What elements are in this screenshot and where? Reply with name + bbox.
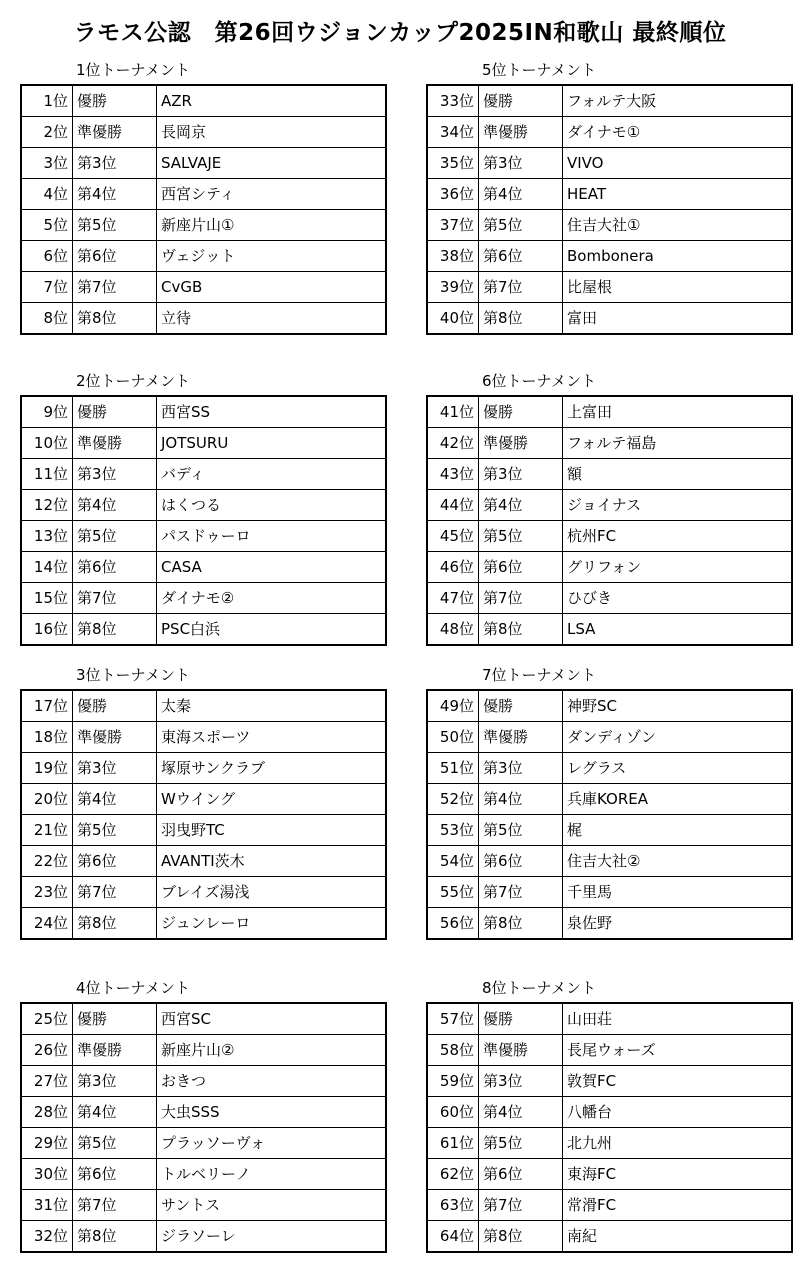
table-row — [427, 459, 792, 490]
rank-cell: 6位 — [21, 241, 73, 272]
table-row — [427, 241, 792, 272]
place-cell: 優勝 — [73, 396, 157, 428]
team-cell: 塚原サンクラブ — [157, 753, 387, 784]
table-row — [427, 1097, 792, 1128]
page-title: ラモス公認 第26回ウジョンカップ2025IN和歌山 最終順位 — [73, 20, 727, 46]
place-cell: 優勝 — [73, 690, 157, 722]
table-row — [427, 846, 792, 877]
rank-cell: 37位 — [427, 210, 479, 241]
rank-cell: 45位 — [427, 521, 479, 552]
team-cell: パスドゥーロ — [157, 521, 387, 552]
team-cell: SALVAJE — [157, 148, 387, 179]
table-row — [21, 241, 386, 272]
place-cell: 第8位 — [73, 1221, 157, 1253]
rank-cell: 52位 — [427, 784, 479, 815]
team-cell: JOTSURU — [157, 428, 387, 459]
place-cell: 準優勝 — [73, 1035, 157, 1066]
table-row — [21, 614, 386, 646]
place-cell: 準優勝 — [479, 1035, 563, 1066]
place-cell: 第8位 — [73, 303, 157, 335]
team-cell: LSA — [563, 614, 793, 646]
rank-cell: 32位 — [21, 1221, 73, 1253]
table-row — [21, 552, 386, 583]
rank-cell: 28位 — [21, 1097, 73, 1128]
team-cell: グリフォン — [563, 552, 793, 583]
team-cell: 長尾ウォーズ — [563, 1035, 793, 1066]
team-cell: 梶 — [563, 815, 793, 846]
rank-cell: 7位 — [21, 272, 73, 303]
rank-cell: 1位 — [21, 85, 73, 117]
team-cell: ダイナモ② — [157, 583, 387, 614]
team-cell: 常滑FC — [563, 1190, 793, 1221]
place-cell: 第6位 — [73, 241, 157, 272]
rank-cell: 64位 — [427, 1221, 479, 1253]
place-cell: 第6位 — [73, 1159, 157, 1190]
place-cell: 準優勝 — [73, 722, 157, 753]
place-cell: 第4位 — [479, 784, 563, 815]
table-row — [427, 690, 792, 722]
place-cell: 第4位 — [73, 784, 157, 815]
place-cell: 第3位 — [479, 148, 563, 179]
rank-cell: 26位 — [21, 1035, 73, 1066]
table-row — [21, 428, 386, 459]
table-row — [427, 908, 792, 940]
team-cell: 東海FC — [563, 1159, 793, 1190]
table-row — [21, 490, 386, 521]
place-cell: 第8位 — [73, 908, 157, 940]
table-row — [21, 148, 386, 179]
table-row — [21, 784, 386, 815]
place-cell: 第7位 — [73, 1190, 157, 1221]
rank-cell: 54位 — [427, 846, 479, 877]
place-cell: 第5位 — [73, 210, 157, 241]
rank-cell: 60位 — [427, 1097, 479, 1128]
rank-cell: 43位 — [427, 459, 479, 490]
table-row — [427, 722, 792, 753]
place-cell: 第3位 — [73, 753, 157, 784]
place-cell: 第3位 — [73, 459, 157, 490]
place-cell: 第7位 — [73, 877, 157, 908]
table-row — [427, 784, 792, 815]
team-cell: おきつ — [157, 1066, 387, 1097]
table-row — [427, 1003, 792, 1035]
rank-cell: 13位 — [21, 521, 73, 552]
team-cell: ダイナモ① — [563, 117, 793, 148]
rank-cell: 29位 — [21, 1128, 73, 1159]
team-cell: フォルテ福島 — [563, 428, 793, 459]
table-row — [427, 490, 792, 521]
place-cell: 第6位 — [479, 1159, 563, 1190]
rank-cell: 35位 — [427, 148, 479, 179]
tournament-8-label: 8位トーナメント — [482, 979, 596, 997]
table-row — [21, 459, 386, 490]
rank-cell: 55位 — [427, 877, 479, 908]
table-row — [21, 210, 386, 241]
team-cell: ひびき — [563, 583, 793, 614]
table-row — [21, 722, 386, 753]
table-row — [427, 396, 792, 428]
place-cell: 第3位 — [479, 1066, 563, 1097]
team-cell: 太秦 — [157, 690, 387, 722]
table-row — [427, 552, 792, 583]
place-cell: 第6位 — [73, 552, 157, 583]
place-cell: 第5位 — [479, 1128, 563, 1159]
table-row — [427, 272, 792, 303]
team-cell: 南紀 — [563, 1221, 793, 1253]
team-cell: ジラソーレ — [157, 1221, 387, 1253]
place-cell: 第4位 — [479, 179, 563, 210]
table-row — [427, 1190, 792, 1221]
place-cell: 第7位 — [73, 272, 157, 303]
place-cell: 準優勝 — [73, 428, 157, 459]
table-row — [21, 272, 386, 303]
place-cell: 優勝 — [479, 396, 563, 428]
tournament-6-table — [426, 395, 793, 646]
rank-cell: 50位 — [427, 722, 479, 753]
place-cell: 第7位 — [479, 1190, 563, 1221]
rank-cell: 46位 — [427, 552, 479, 583]
place-cell: 第7位 — [479, 272, 563, 303]
place-cell: 第3位 — [73, 1066, 157, 1097]
team-cell: 額 — [563, 459, 793, 490]
team-cell: 長岡京 — [157, 117, 387, 148]
table-row — [21, 846, 386, 877]
table-row — [21, 303, 386, 335]
team-cell: サントス — [157, 1190, 387, 1221]
team-cell: バディ — [157, 459, 387, 490]
place-cell: 第6位 — [479, 552, 563, 583]
team-cell: HEAT — [563, 179, 793, 210]
rank-cell: 49位 — [427, 690, 479, 722]
place-cell: 第7位 — [479, 877, 563, 908]
table-row — [427, 303, 792, 335]
rank-cell: 61位 — [427, 1128, 479, 1159]
rank-cell: 33位 — [427, 85, 479, 117]
table-row — [427, 85, 792, 117]
rank-cell: 24位 — [21, 908, 73, 940]
team-cell: 富田 — [563, 303, 793, 335]
table-row — [427, 1221, 792, 1253]
rank-cell: 11位 — [21, 459, 73, 490]
team-cell: 立待 — [157, 303, 387, 335]
rank-cell: 51位 — [427, 753, 479, 784]
tournament-3-table — [20, 689, 387, 940]
team-cell: CASA — [157, 552, 387, 583]
table-row — [21, 1035, 386, 1066]
team-cell: 大虫SSS — [157, 1097, 387, 1128]
place-cell: 優勝 — [479, 690, 563, 722]
place-cell: 第8位 — [73, 614, 157, 646]
tournament-2-table — [20, 395, 387, 646]
rank-cell: 20位 — [21, 784, 73, 815]
team-cell: 東海スポーツ — [157, 722, 387, 753]
team-cell: 神野SC — [563, 690, 793, 722]
tournament-4-label: 4位トーナメント — [76, 979, 190, 997]
team-cell: 山田荘 — [563, 1003, 793, 1035]
table-row — [427, 877, 792, 908]
team-cell: Wウイング — [157, 784, 387, 815]
rank-cell: 14位 — [21, 552, 73, 583]
place-cell: 準優勝 — [479, 117, 563, 148]
team-cell: AZR — [157, 85, 387, 117]
table-row — [427, 1035, 792, 1066]
team-cell: 羽曳野TC — [157, 815, 387, 846]
rank-cell: 9位 — [21, 396, 73, 428]
table-row — [21, 85, 386, 117]
place-cell: 準優勝 — [479, 428, 563, 459]
team-cell: ヴェジット — [157, 241, 387, 272]
table-row — [21, 690, 386, 722]
team-cell: 杭州FC — [563, 521, 793, 552]
table-row — [21, 1128, 386, 1159]
table-row — [21, 179, 386, 210]
table-row — [21, 1097, 386, 1128]
team-cell: フォルテ大阪 — [563, 85, 793, 117]
team-cell: PSC白浜 — [157, 614, 387, 646]
table-row — [427, 1159, 792, 1190]
rank-cell: 21位 — [21, 815, 73, 846]
team-cell: 北九州 — [563, 1128, 793, 1159]
tournament-8-table — [426, 1002, 793, 1253]
team-cell: ブレイズ湯浅 — [157, 877, 387, 908]
place-cell: 第5位 — [479, 815, 563, 846]
team-cell: ジョイナス — [563, 490, 793, 521]
place-cell: 第5位 — [479, 210, 563, 241]
team-cell: はくつる — [157, 490, 387, 521]
place-cell: 第5位 — [479, 521, 563, 552]
table-row — [21, 1003, 386, 1035]
place-cell: 第4位 — [479, 1097, 563, 1128]
table-row — [21, 396, 386, 428]
rank-cell: 56位 — [427, 908, 479, 940]
rank-cell: 19位 — [21, 753, 73, 784]
rank-cell: 4位 — [21, 179, 73, 210]
rank-cell: 17位 — [21, 690, 73, 722]
rank-cell: 16位 — [21, 614, 73, 646]
rank-cell: 8位 — [21, 303, 73, 335]
table-row — [21, 815, 386, 846]
table-row — [21, 753, 386, 784]
table-row — [427, 428, 792, 459]
place-cell: 第3位 — [73, 148, 157, 179]
table-row — [21, 583, 386, 614]
place-cell: 第8位 — [479, 908, 563, 940]
rank-cell: 5位 — [21, 210, 73, 241]
table-row — [21, 908, 386, 940]
place-cell: 第4位 — [73, 179, 157, 210]
place-cell: 第5位 — [73, 1128, 157, 1159]
place-cell: 第8位 — [479, 1221, 563, 1253]
rank-cell: 18位 — [21, 722, 73, 753]
table-row — [427, 815, 792, 846]
place-cell: 第3位 — [479, 753, 563, 784]
team-cell: ダンディゾン — [563, 722, 793, 753]
rank-cell: 44位 — [427, 490, 479, 521]
place-cell: 優勝 — [479, 85, 563, 117]
tournament-1-table — [20, 84, 387, 335]
tournament-7-table — [426, 689, 793, 940]
place-cell: 第6位 — [73, 846, 157, 877]
place-cell: 準優勝 — [479, 722, 563, 753]
team-cell: 住吉大社② — [563, 846, 793, 877]
tournament-4-table — [20, 1002, 387, 1253]
rank-cell: 3位 — [21, 148, 73, 179]
place-cell: 第6位 — [479, 241, 563, 272]
team-cell: AVANTI茨木 — [157, 846, 387, 877]
rank-cell: 58位 — [427, 1035, 479, 1066]
place-cell: 優勝 — [479, 1003, 563, 1035]
team-cell: 住吉大社① — [563, 210, 793, 241]
team-cell: 千里馬 — [563, 877, 793, 908]
rank-cell: 59位 — [427, 1066, 479, 1097]
team-cell: トルベリーノ — [157, 1159, 387, 1190]
table-row — [427, 148, 792, 179]
team-cell: VIVO — [563, 148, 793, 179]
team-cell: Bombonera — [563, 241, 793, 272]
table-row — [21, 877, 386, 908]
team-cell: 新座片山② — [157, 1035, 387, 1066]
table-row — [427, 210, 792, 241]
rank-cell: 38位 — [427, 241, 479, 272]
team-cell: 上富田 — [563, 396, 793, 428]
table-row — [21, 1190, 386, 1221]
rank-cell: 36位 — [427, 179, 479, 210]
tournament-6-label: 6位トーナメント — [482, 372, 596, 390]
rank-cell: 57位 — [427, 1003, 479, 1035]
place-cell: 第4位 — [73, 490, 157, 521]
rank-cell: 42位 — [427, 428, 479, 459]
table-row — [427, 583, 792, 614]
table-row — [427, 614, 792, 646]
place-cell: 第7位 — [73, 583, 157, 614]
rank-cell: 2位 — [21, 117, 73, 148]
rank-cell: 30位 — [21, 1159, 73, 1190]
rank-cell: 12位 — [21, 490, 73, 521]
place-cell: 優勝 — [73, 85, 157, 117]
rank-cell: 22位 — [21, 846, 73, 877]
team-cell: 新座片山① — [157, 210, 387, 241]
table-row — [21, 1221, 386, 1253]
place-cell: 優勝 — [73, 1003, 157, 1035]
team-cell: 兵庫KOREA — [563, 784, 793, 815]
rank-cell: 10位 — [21, 428, 73, 459]
table-row — [427, 179, 792, 210]
rank-cell: 41位 — [427, 396, 479, 428]
rank-cell: 62位 — [427, 1159, 479, 1190]
place-cell: 第8位 — [479, 303, 563, 335]
place-cell: 第8位 — [479, 614, 563, 646]
team-cell: レグラス — [563, 753, 793, 784]
tournament-3-label: 3位トーナメント — [76, 666, 190, 684]
table-row — [427, 117, 792, 148]
tournament-7-label: 7位トーナメント — [482, 666, 596, 684]
team-cell: 敦賀FC — [563, 1066, 793, 1097]
tournament-5-table — [426, 84, 793, 335]
team-cell: 西宮SC — [157, 1003, 387, 1035]
team-cell: 泉佐野 — [563, 908, 793, 940]
team-cell: 比屋根 — [563, 272, 793, 303]
team-cell: CvGB — [157, 272, 387, 303]
table-row — [427, 1128, 792, 1159]
place-cell: 第4位 — [73, 1097, 157, 1128]
place-cell: 第3位 — [479, 459, 563, 490]
table-row — [21, 1159, 386, 1190]
place-cell: 第5位 — [73, 815, 157, 846]
place-cell: 第5位 — [73, 521, 157, 552]
tournament-1-label: 1位トーナメント — [76, 61, 190, 79]
table-row — [427, 521, 792, 552]
table-row — [21, 1066, 386, 1097]
table-row — [21, 117, 386, 148]
rank-cell: 47位 — [427, 583, 479, 614]
table-row — [427, 1066, 792, 1097]
place-cell: 準優勝 — [73, 117, 157, 148]
rank-cell: 23位 — [21, 877, 73, 908]
rank-cell: 63位 — [427, 1190, 479, 1221]
tournament-5-label: 5位トーナメント — [482, 61, 596, 79]
rank-cell: 27位 — [21, 1066, 73, 1097]
place-cell: 第6位 — [479, 846, 563, 877]
team-cell: プラッソーヴォ — [157, 1128, 387, 1159]
rank-cell: 34位 — [427, 117, 479, 148]
team-cell: 西宮SS — [157, 396, 387, 428]
tournament-2-label: 2位トーナメント — [76, 372, 190, 390]
rank-cell: 39位 — [427, 272, 479, 303]
rank-cell: 15位 — [21, 583, 73, 614]
table-row — [427, 753, 792, 784]
table-row — [21, 521, 386, 552]
team-cell: ジュンレーロ — [157, 908, 387, 940]
rank-cell: 31位 — [21, 1190, 73, 1221]
rank-cell: 40位 — [427, 303, 479, 335]
place-cell: 第4位 — [479, 490, 563, 521]
rank-cell: 48位 — [427, 614, 479, 646]
rank-cell: 25位 — [21, 1003, 73, 1035]
team-cell: 八幡台 — [563, 1097, 793, 1128]
place-cell: 第7位 — [479, 583, 563, 614]
team-cell: 西宮シティ — [157, 179, 387, 210]
rank-cell: 53位 — [427, 815, 479, 846]
